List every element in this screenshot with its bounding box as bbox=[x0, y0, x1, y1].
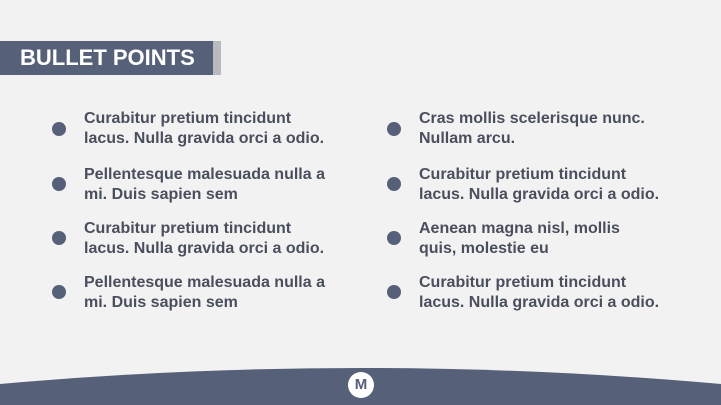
bullet-line: Cras mollis scelerisque nunc. bbox=[419, 110, 645, 127]
bullet-line: Curabitur pretium tincidunt bbox=[84, 220, 292, 237]
bullet-dot-icon bbox=[387, 177, 401, 191]
bullet-item-right-1 bbox=[419, 109, 645, 149]
bullet-line: lacus. Nulla gravida orci a odio. bbox=[419, 294, 660, 311]
bullet-item-left-2 bbox=[84, 165, 325, 205]
bullet-line: lacus. Nulla gravida orci a odio. bbox=[84, 130, 325, 147]
bullet-line: Curabitur pretium tincidunt bbox=[419, 274, 627, 291]
bullet-line: Aenean magna nisl, mollis bbox=[419, 220, 620, 237]
bullet-item-right-3 bbox=[419, 219, 620, 259]
bullet-line: mi. Duis sapien sem bbox=[84, 186, 238, 203]
bullet-item-right-4 bbox=[419, 273, 659, 313]
bullet-item-right-2 bbox=[419, 165, 659, 205]
bullet-dot-icon bbox=[387, 285, 401, 299]
bullet-line: Curabitur pretium tincidunt bbox=[84, 110, 292, 127]
bullet-dot-icon bbox=[52, 285, 66, 299]
bullet-line: quis, molestie eu bbox=[419, 240, 549, 257]
bullet-dot-icon bbox=[52, 231, 66, 245]
logo-icon: M bbox=[348, 372, 374, 398]
bullet-item-left-3 bbox=[84, 219, 324, 259]
bullet-line: lacus. Nulla gravida orci a odio. bbox=[84, 240, 325, 257]
bullet-line: Nullam arcu. bbox=[419, 130, 516, 147]
bullet-dot-icon bbox=[52, 177, 66, 191]
bullet-line: Pellentesque malesuada nulla a bbox=[84, 274, 325, 291]
slide-title: BULLET POINTS bbox=[20, 45, 195, 70]
bullet-item-left-4 bbox=[84, 273, 325, 313]
bullet-line: lacus. Nulla gravida orci a odio. bbox=[419, 186, 660, 203]
bullet-dot-icon bbox=[387, 122, 401, 136]
bullet-line: mi. Duis sapien sem bbox=[84, 294, 238, 311]
title-accent-stripe bbox=[213, 41, 221, 75]
bullet-dot-icon bbox=[52, 122, 66, 136]
bullet-line: Pellentesque malesuada nulla a bbox=[84, 166, 325, 183]
bullet-item-left-1 bbox=[84, 109, 324, 149]
bullet-line: Curabitur pretium tincidunt bbox=[419, 166, 627, 183]
bullet-dot-icon bbox=[387, 231, 401, 245]
